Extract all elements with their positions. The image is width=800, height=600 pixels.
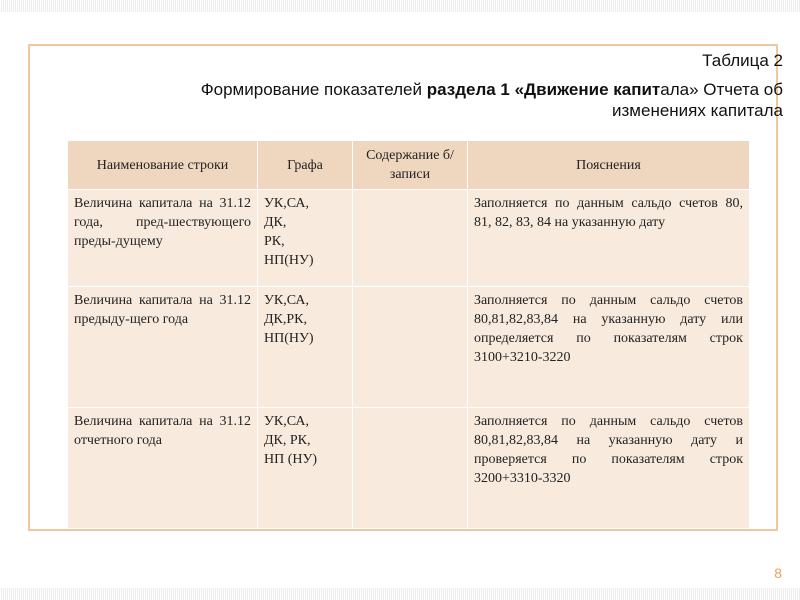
title-pre: Формирование показателей xyxy=(200,80,427,99)
row-entry-cell xyxy=(353,287,468,408)
table-row xyxy=(68,287,750,408)
column-line: УК,СА, xyxy=(264,196,310,211)
row-column-cell xyxy=(258,287,353,408)
column-line: УК,СА, xyxy=(264,414,310,429)
table-row xyxy=(68,190,750,287)
row-note-cell: Заполняется по данным сальдо счетов 80,81,82,83,84 на указанную дату и проверяется по показателям строк 3200+3310-3320 xyxy=(468,408,750,529)
column-line: НП(НУ) xyxy=(264,253,314,268)
row-column-cell xyxy=(258,190,353,287)
row-entry-cell xyxy=(353,408,468,529)
title-line2: изменениях капитала xyxy=(612,101,783,120)
row-name-cell: Величина капитала на 31.12 года, пред-шествующего преды-дущему xyxy=(68,190,258,287)
row-name-cell: Величина капитала на 31.12 отчетного года xyxy=(68,408,258,529)
column-line: НП (НУ) xyxy=(264,452,318,467)
column-line: ДК, xyxy=(264,215,287,230)
header-column: Графа xyxy=(258,141,353,190)
column-line: ДК,РК, xyxy=(264,312,308,327)
row-column-cell xyxy=(258,408,353,529)
row-entry-cell xyxy=(353,190,468,287)
table-header-row xyxy=(68,141,750,190)
header-note: Пояснения xyxy=(468,141,750,190)
table-title xyxy=(100,79,783,121)
bottom-decor-stripe xyxy=(0,588,800,600)
table-row xyxy=(68,408,750,529)
page-number: 8 xyxy=(774,565,782,581)
column-line: УК,СА, xyxy=(264,293,310,308)
row-name-cell: Величина капитала на 31.12 предыду-щего года xyxy=(68,287,258,408)
title-bold: раздела 1 «Движение капит xyxy=(426,80,661,99)
column-line: РК, xyxy=(264,234,285,249)
column-line: ДК, РК, xyxy=(264,433,311,448)
column-line: НП(НУ) xyxy=(264,331,314,346)
header-row-name: Наименование строки xyxy=(68,141,258,190)
capital-movement-table xyxy=(67,140,750,529)
top-decor-stripe xyxy=(0,0,800,12)
table-label: Таблица 2 xyxy=(702,51,783,70)
row-note-cell: Заполняется по данным сальдо счетов 80,81,82,83,84 на указанную дату или определяется по показателям строк 3100+3210-3220 xyxy=(468,287,750,408)
title-post: ала» Отчета об xyxy=(660,80,783,99)
header-entry: Содержание б/записи xyxy=(353,141,468,190)
row-note-cell: Заполняется по данным сальдо счетов 80, 81, 82, 83, 84 на указанную дату xyxy=(468,190,750,287)
